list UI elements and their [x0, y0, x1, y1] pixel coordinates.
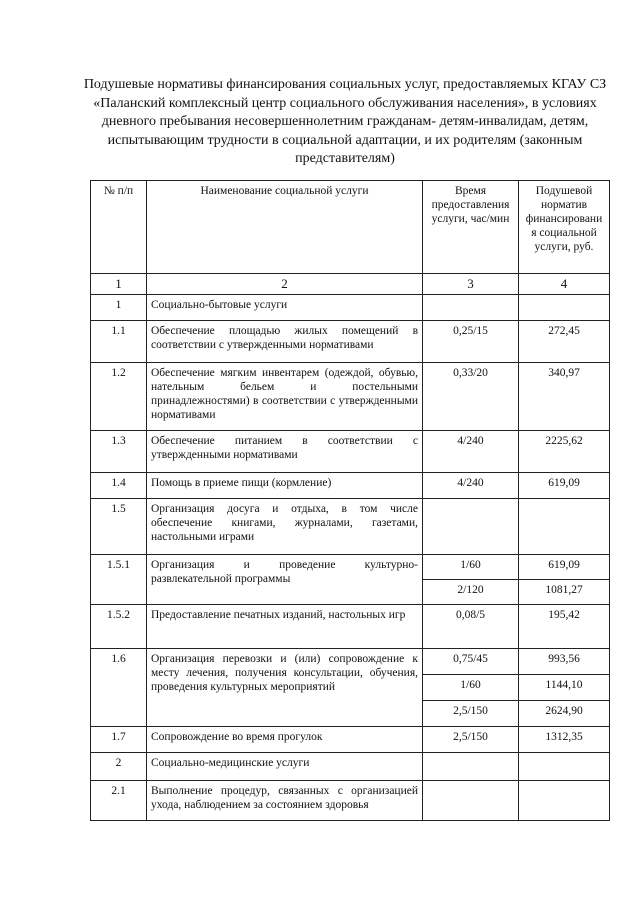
row-number: 1 — [91, 295, 147, 321]
row-norm: 2225,62 — [519, 431, 610, 473]
document-title: Подушевые нормативы финансирования социальных услуг, предоставляемых КГАУ СЗ «Паланский комплексный центр социального обслуживания населения», в условиях дневного пребывания несовершеннолетним гражданам- детям-инвалидам, детям, испытывающим трудности в социальной адаптации, и их родителям (законным представителям) — [83, 77, 607, 166]
row-name: Выполнение процедур, связанных с организацией ухода, наблюдением за состоянием здоровья — [147, 781, 423, 821]
row-number: 1.1 — [91, 321, 147, 363]
row-name: Обеспечение питанием в соответствии с утвержденными нормативами — [147, 431, 423, 473]
row-number: 1.5.1 — [91, 555, 147, 605]
column-number: 1 — [91, 274, 147, 295]
header-norm: Подушевой норматив финансировани я социальной услуги, руб. — [519, 181, 610, 274]
row-name: Предоставление печатных изданий, настольных игр — [147, 605, 423, 649]
header-name: Наименование социальной услуги — [147, 181, 423, 274]
row-time: 4/240 — [423, 431, 519, 473]
row-name: Обеспечение мягким инвентарем (одеждой, обувью, нательным бельем и постельными принадлежностями) в соответствии с утвержденными нормативами — [147, 363, 423, 431]
row-norm: 619,09 — [519, 555, 610, 580]
column-number: 2 — [147, 274, 423, 295]
row-name: Организация и проведение культурно-развлекательной программы — [147, 555, 423, 605]
column-number: 4 — [519, 274, 610, 295]
table-row — [91, 321, 610, 363]
row-time — [423, 295, 519, 321]
row-time: 1/60 — [423, 675, 519, 701]
table-row — [91, 781, 610, 821]
table-row — [91, 727, 610, 753]
row-time: 2,5/150 — [423, 727, 519, 753]
row-number: 1.2 — [91, 363, 147, 431]
table-row — [91, 605, 610, 649]
row-number: 1.5 — [91, 499, 147, 555]
row-norm: 1144,10 — [519, 675, 610, 701]
section-title: Социально-медицинские услуги — [147, 753, 423, 781]
row-number: 2.1 — [91, 781, 147, 821]
table-row — [91, 473, 610, 499]
row-name: Организация досуга и отдыха, в том числе обеспечение книгами, журналами, газетами, настольными играми — [147, 499, 423, 555]
row-norm — [519, 295, 610, 321]
header-row — [91, 181, 610, 274]
table-row — [91, 295, 610, 321]
row-number: 1.4 — [91, 473, 147, 499]
column-number: 3 — [423, 274, 519, 295]
header-time: Время предоставления услуги, час/мин — [423, 181, 519, 274]
row-norm: 272,45 — [519, 321, 610, 363]
row-number: 1.5.2 — [91, 605, 147, 649]
row-norm: 1081,27 — [519, 580, 610, 605]
row-norm — [519, 499, 610, 555]
header-num: № п/п — [91, 181, 147, 274]
row-norm: 195,42 — [519, 605, 610, 649]
row-number: 2 — [91, 753, 147, 781]
row-time: 0,33/20 — [423, 363, 519, 431]
table-row — [91, 649, 610, 675]
row-norm: 619,09 — [519, 473, 610, 499]
row-norm: 340,97 — [519, 363, 610, 431]
row-time — [423, 781, 519, 821]
row-name: Обеспечение площадью жилых помещений в соответствии с утвержденными нормативами — [147, 321, 423, 363]
row-number: 1.7 — [91, 727, 147, 753]
row-time: 0,75/45 — [423, 649, 519, 675]
section-title: Социально-бытовые услуги — [147, 295, 423, 321]
row-time: 1/60 — [423, 555, 519, 580]
column-numbers-row — [91, 274, 610, 295]
row-time: 0,08/5 — [423, 605, 519, 649]
row-norm: 993,56 — [519, 649, 610, 675]
table-row — [91, 363, 610, 431]
row-norm: 2624,90 — [519, 701, 610, 727]
row-norm — [519, 781, 610, 821]
row-number: 1.6 — [91, 649, 147, 727]
row-norm — [519, 753, 610, 781]
row-time: 2,5/150 — [423, 701, 519, 727]
row-name: Организация перевозки и (или) сопровождение к месту лечения, получения консультации, обучения, проведения культурных мероприятий — [147, 649, 423, 727]
row-time: 0,25/15 — [423, 321, 519, 363]
row-number: 1.3 — [91, 431, 147, 473]
row-name: Сопровождение во время прогулок — [147, 727, 423, 753]
row-time: 2/120 — [423, 580, 519, 605]
row-time — [423, 499, 519, 555]
norms-table — [90, 180, 610, 821]
table-row — [91, 753, 610, 781]
row-time: 4/240 — [423, 473, 519, 499]
table-row — [91, 431, 610, 473]
row-time — [423, 753, 519, 781]
table-row — [91, 499, 610, 555]
row-name: Помощь в приеме пищи (кормление) — [147, 473, 423, 499]
row-norm: 1312,35 — [519, 727, 610, 753]
table-row — [91, 555, 610, 580]
